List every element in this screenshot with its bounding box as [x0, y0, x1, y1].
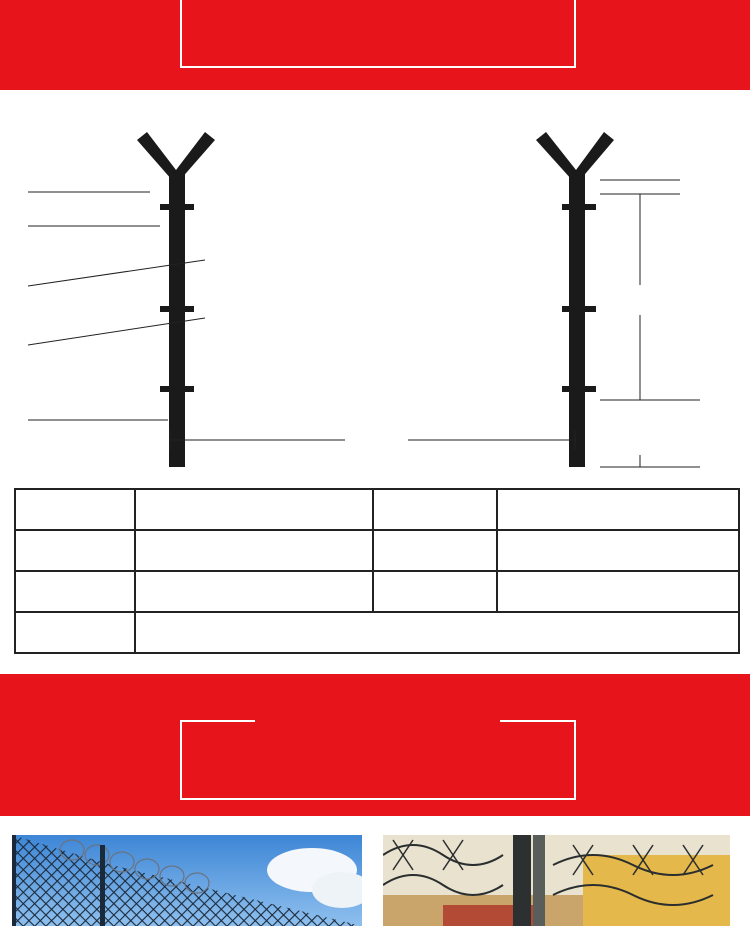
table-row [15, 489, 739, 530]
table-cell [373, 571, 497, 612]
header-banner [0, 0, 750, 90]
table-row [15, 530, 739, 571]
table-row [15, 571, 739, 612]
table-cell [135, 530, 373, 571]
product-photo-2 [383, 835, 730, 926]
fence-diagram [0, 90, 750, 480]
left-post [137, 132, 215, 467]
post-connectors [160, 204, 596, 392]
table-cell [135, 571, 373, 612]
table-cell [497, 530, 739, 571]
table-cell [15, 571, 135, 612]
table-cell [497, 571, 739, 612]
section-banner [0, 674, 750, 816]
table-cell [497, 489, 739, 530]
table-cell [135, 612, 739, 653]
table-cell [15, 489, 135, 530]
leader-lines [28, 180, 700, 467]
header-frame [180, 0, 576, 68]
product-photo-1 [12, 835, 362, 926]
table-cell [373, 489, 497, 530]
table-cell [135, 489, 373, 530]
page-title-cn [0, 0, 750, 4]
right-post [536, 132, 614, 467]
table-cell [373, 530, 497, 571]
title-backdrop [255, 704, 500, 756]
table-cell [15, 612, 135, 653]
table-cell [15, 530, 135, 571]
spec-table [14, 488, 740, 654]
table-row [15, 612, 739, 653]
